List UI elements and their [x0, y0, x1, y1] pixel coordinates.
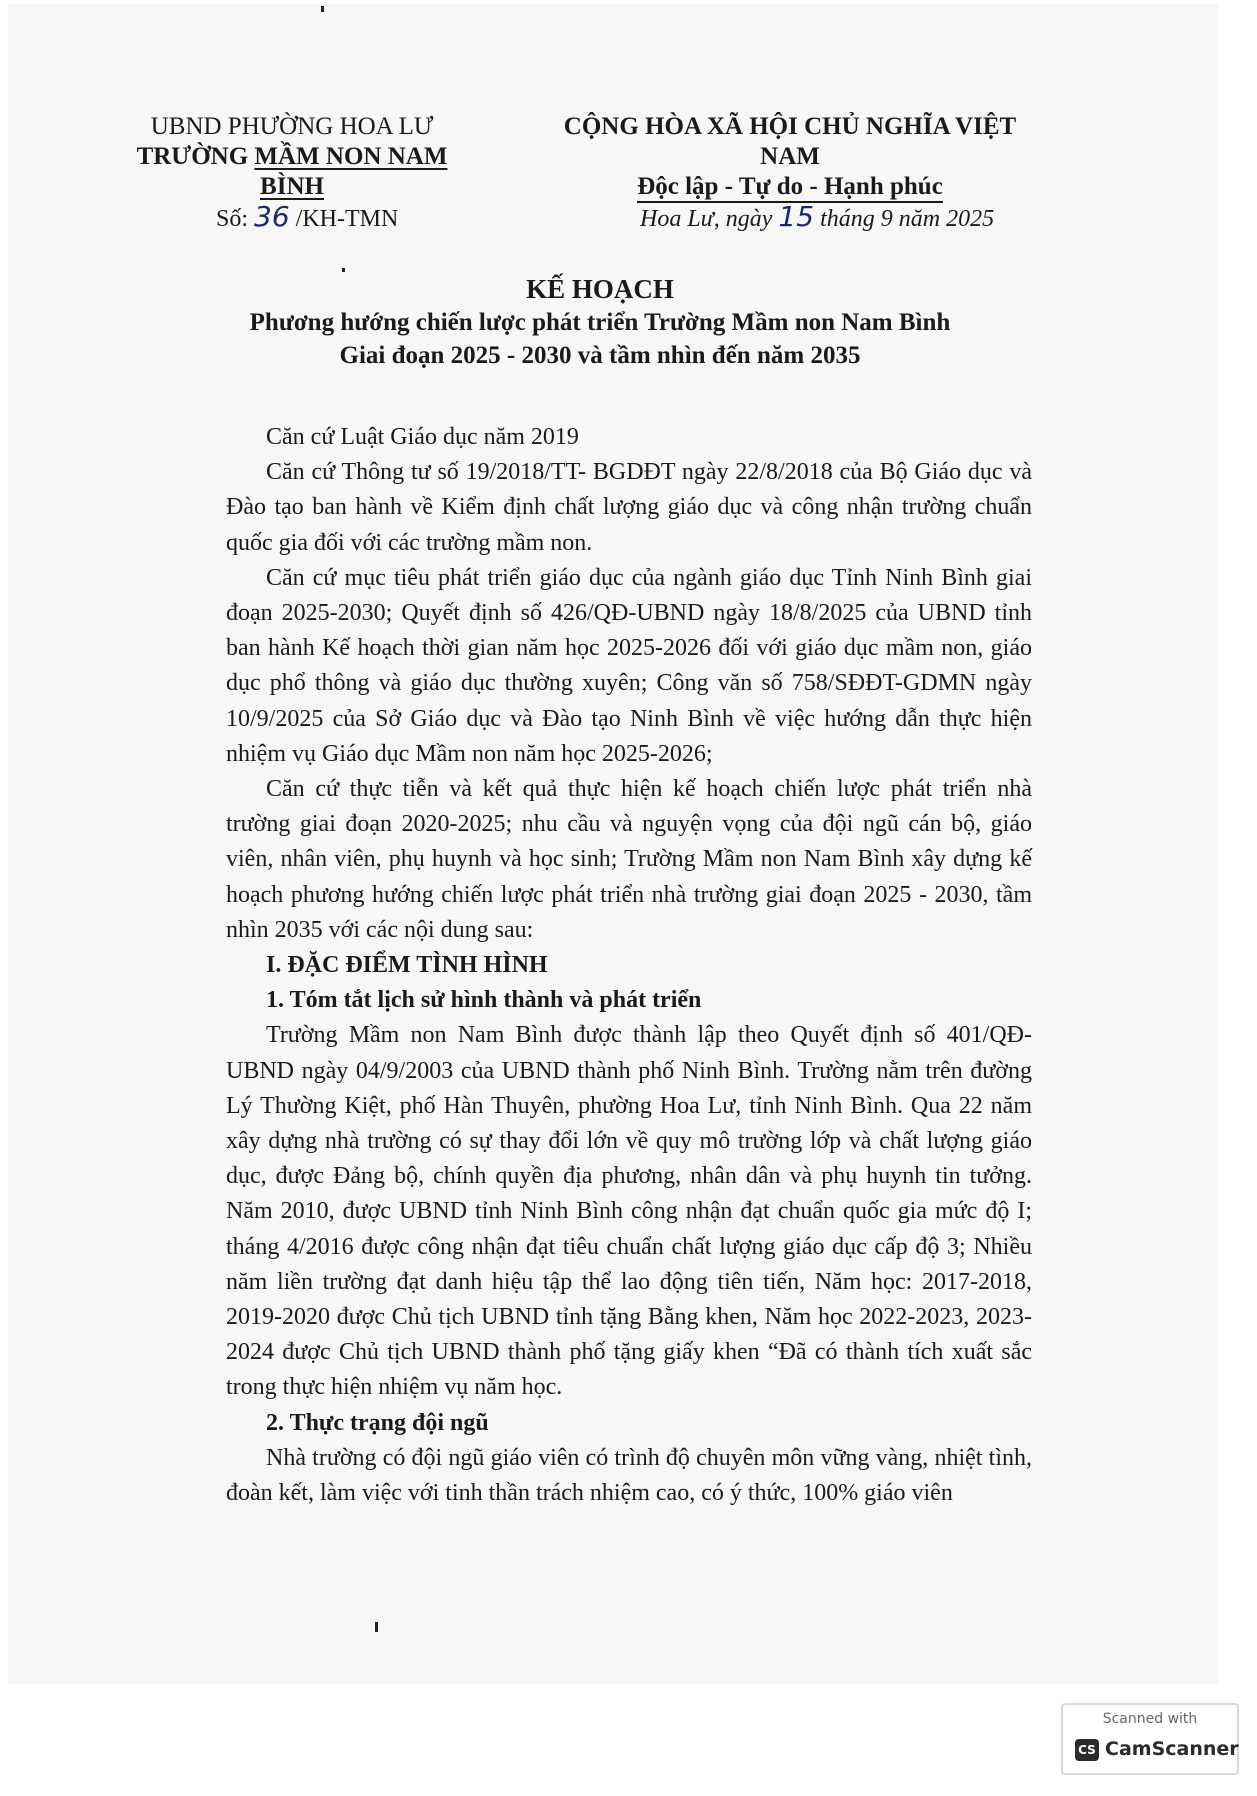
section-heading: 2. Thực trạng đội ngũ: [266, 1409, 489, 1436]
scan-speck: [375, 1622, 378, 1632]
document-body: [226, 420, 1032, 1511]
title-line-2: Giai đoạn 2025 - 2030 và tầm nhìn đến năm 2035: [339, 342, 861, 369]
national-motto: Độc lập - Tự do - Hạnh phúc: [637, 173, 943, 203]
body-paragraph: Căn cứ mục tiêu phát triển giáo dục của ngành giáo dục Tỉnh Ninh Bình giai đoạn 2025-2030; Quyết định số 426/QĐ-UBND ngày 18/8/2025 của UBND tỉnh ban hành Kế hoạch thời gian năm học 2025-2026 đối với giáo dục mầm non, giáo dục phổ thông và giáo dục thường xuyên; Công văn số 758/SĐĐT-GDMN ngày 10/9/2025 của Sở Giáo dục và Đào tạo Ninh Bình về việc hướng dẫn thực hiện nhiệm vụ Giáo dục Mầm non năm học 2025-2026;: [226, 564, 1032, 767]
school-name-underlined: MẦM NON NAM BÌNH: [254, 143, 448, 200]
date-suffix: tháng 9 năm 2025: [814, 206, 995, 232]
scan-speck: [321, 6, 324, 12]
body-paragraph: Căn cứ thực tiễn và kết quả thực hiện kế hoạch chiến lược phát triển nhà trường giai đoạn 2020-2025; nhu cầu và nguyện vọng của đội ngũ cán bộ, giáo viên, nhân viên, phụ huynh và học sinh; Trường Mầm non Nam Bình xây dựng kế hoạch phương hướng chiến lược phát triển nhà trường giai đoạn 2025 - 2030, tầm nhìn 2035 với các nội dung sau:: [226, 776, 1032, 943]
badge-brand: CamScanner: [1105, 1738, 1239, 1760]
school-name: [112, 142, 472, 202]
doc-number-handwritten: 36: [254, 200, 290, 233]
school-prefix: TRƯỜNG: [136, 143, 255, 170]
title-line-1: Phương hướng chiến lược phát triển Trường Mầm non Nam Bình: [249, 309, 951, 336]
issuing-authority: [112, 112, 472, 202]
authority-name: UBND PHƯỜNG HOA LƯ: [150, 113, 434, 140]
document-date: [640, 200, 994, 233]
date-day-handwritten: 15: [778, 200, 815, 233]
camscanner-badge: [1061, 1703, 1239, 1775]
section-heading: 1. Tóm tắt lịch sử hình thành và phát triển: [266, 987, 702, 1014]
body-paragraph: Căn cứ Thông tư số 19/2018/TT- BGDĐT ngày 22/8/2018 của Bộ Giáo dục và Đào tạo ban hành về Kiểm định chất lượng giáo dục và công nhận trường chuẩn quốc gia đối với các trường mầm non.: [226, 459, 1032, 556]
date-prefix: Hoa Lư, ngày: [640, 206, 779, 232]
doc-number-prefix: Số:: [216, 206, 255, 232]
doc-number-suffix: /KH-TMN: [289, 206, 399, 232]
badge-caption: Scanned with: [1102, 1711, 1198, 1727]
section-heading: I. ĐẶC ĐIỂM TÌNH HÌNH: [266, 952, 548, 979]
body-paragraph: Nhà trường có đội ngũ giáo viên có trình độ chuyên môn vững vàng, nhiệt tình, đoàn kết, làm việc với tinh thần trách nhiệm cao, có ý thức, 100% giáo viên: [226, 1444, 1032, 1507]
title-heading: KẾ HOẠCH: [526, 274, 674, 304]
national-header: [540, 112, 1040, 203]
document-title: [100, 272, 1100, 372]
body-paragraph: Trường Mầm non Nam Bình được thành lập theo Quyết định số 401/QĐ-UBND ngày 04/9/2003 của UBND thành phố Ninh Bình. Trường nằm trên đường Lý Thường Kiệt, phố Hàn Thuyên, phường Hoa Lư, tỉnh Ninh Bình. Qua 22 năm xây dựng nhà trường có sự thay đổi lớn về quy mô trường lớp và chất lượng giáo dục, được Đảng bộ, chính quyền địa phương, nhân dân và phụ huynh tin tưởng. Năm 2010, được UBND tỉnh Ninh Bình công nhận đạt chuẩn quốc gia mức độ I; tháng 4/2016 được công nhận đạt tiêu chuẩn chất lượng giáo dục cấp độ 3; Nhiều năm liền trường đạt danh hiệu tập thể lao động tiên tiến, Năm học: 2017-2018, 2019-2020 được Chủ tịch UBND tỉnh tặng Bằng khen, Năm học 2022-2023, 2023-2024 được Chủ tịch UBND thành phố tặng giấy khen “Đã có thành tích xuất sắc trong thực hiện nhiệm vụ năm học.: [226, 1022, 1032, 1401]
document-number: [216, 200, 398, 233]
nation-name: CỘNG HÒA XÃ HỘI CHỦ NGHĨA VIỆT NAM: [563, 113, 1017, 170]
body-paragraph: Căn cứ Luật Giáo dục năm 2019: [266, 424, 579, 450]
camscanner-logo-icon: CS: [1075, 1739, 1099, 1761]
